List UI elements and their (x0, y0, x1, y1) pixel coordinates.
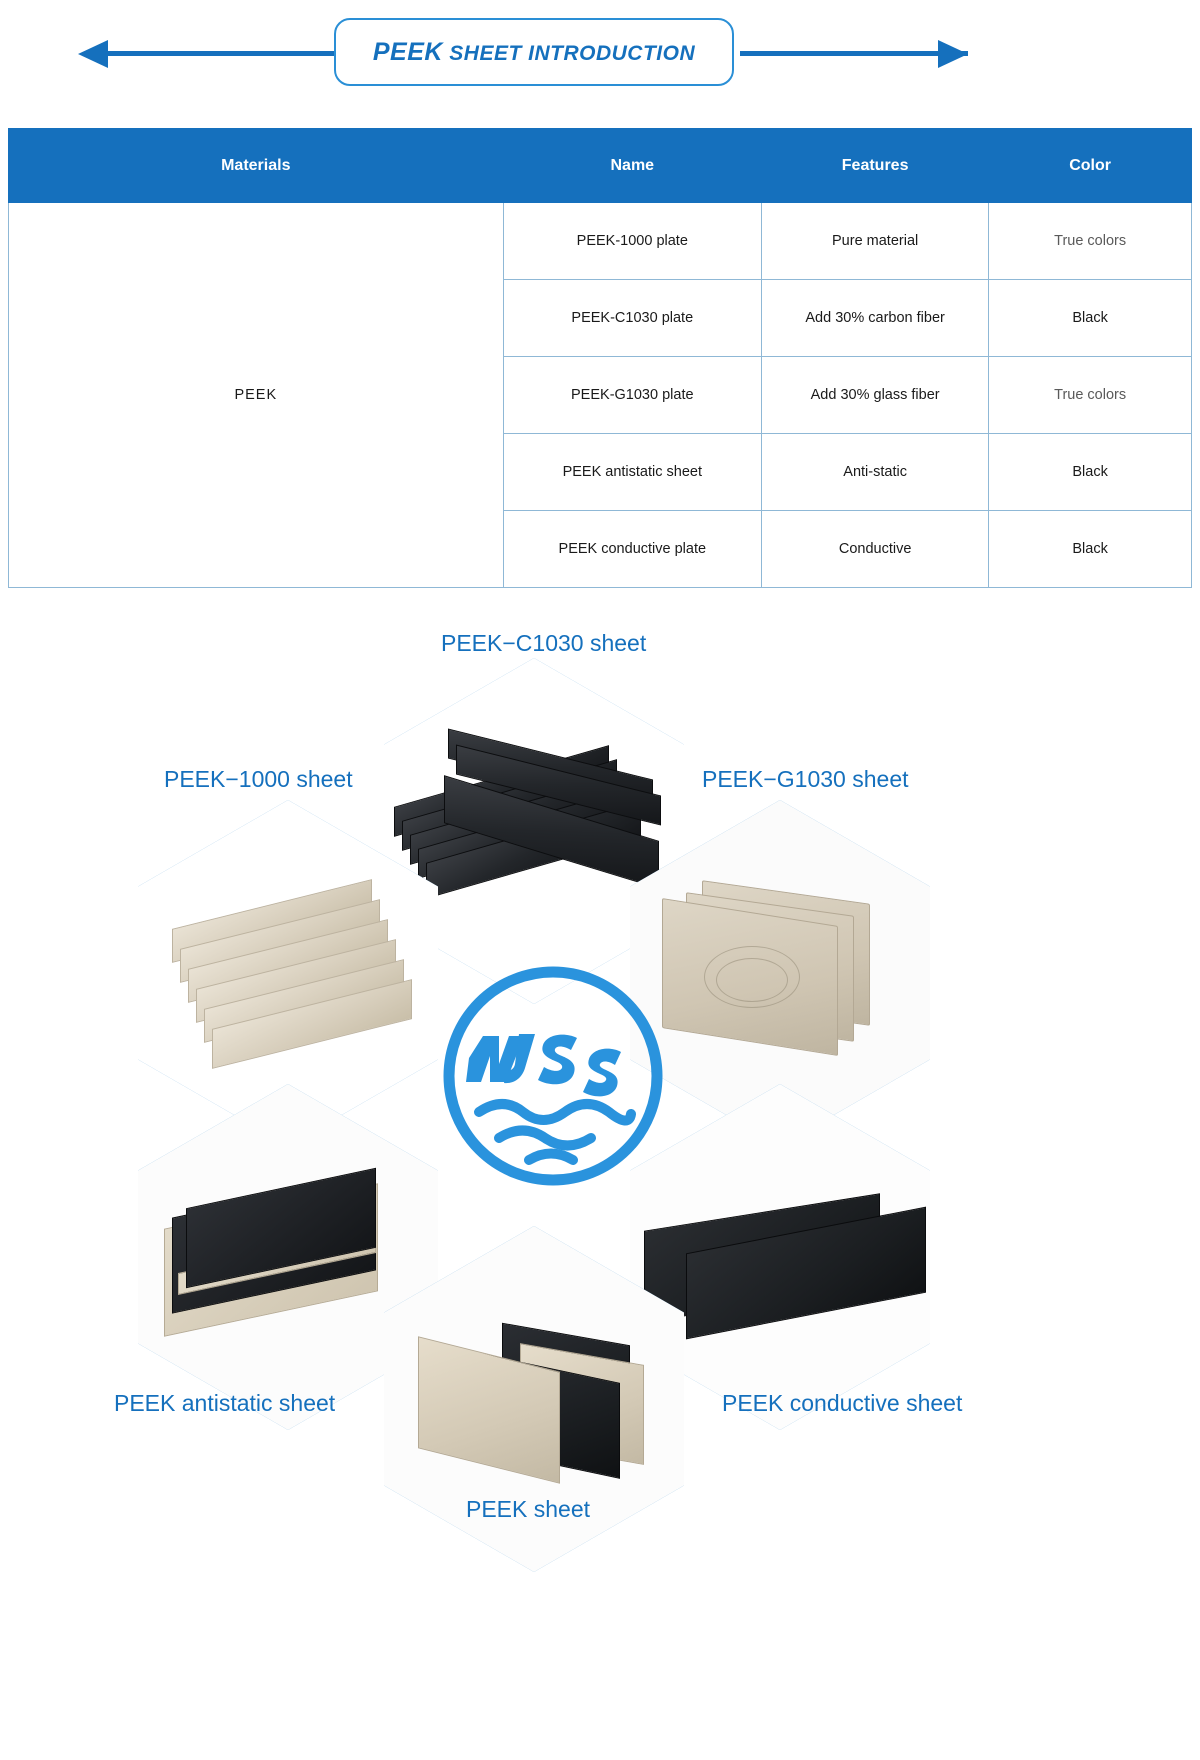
column-header-materials: Materials (9, 129, 504, 203)
hex-gallery (0, 600, 1200, 1760)
column-header-color: Color (989, 129, 1192, 203)
njss-logo (437, 960, 669, 1192)
hex-label-peek-antistatic: PEEK antistatic sheet (114, 1390, 336, 1416)
cell-color: True colors (989, 203, 1192, 280)
cell-name: PEEK conductive plate (503, 511, 761, 588)
arrow-right-line (740, 51, 968, 56)
column-header-name: Name (503, 129, 761, 203)
hex-label-peek-conductive: PEEK conductive sheet (722, 1390, 963, 1416)
cell-features: Add 30% carbon fiber (762, 280, 989, 357)
hex-label-peek-c1030: PEEK−C1030 sheet (441, 630, 647, 656)
cell-color: Black (989, 280, 1192, 357)
hex-label-peek-g1030: PEEK−G1030 sheet (702, 766, 909, 792)
cell-features: Add 30% glass fiber (762, 357, 989, 434)
column-header-features: Features (762, 129, 989, 203)
cell-name: PEEK-C1030 plate (503, 280, 761, 357)
spec-table (8, 128, 1192, 588)
cell-name: PEEK antistatic sheet (503, 434, 761, 511)
cell-material-peek: PEEK (9, 203, 504, 588)
title-banner (0, 0, 1200, 104)
arrow-right-icon (938, 40, 968, 68)
table-row (9, 203, 1192, 280)
spec-table-wrapper (8, 128, 1192, 588)
hex-label-peek-1000: PEEK−1000 sheet (164, 766, 353, 792)
table-header-row (9, 129, 1192, 203)
cell-name: PEEK-1000 plate (503, 203, 761, 280)
cell-color: Black (989, 511, 1192, 588)
title-box (334, 18, 734, 86)
cell-name: PEEK-G1030 plate (503, 357, 761, 434)
page-title: PEEK SHEET INTRODUCTION (372, 37, 696, 66)
cell-color: Black (989, 434, 1192, 511)
arrow-left-line (96, 51, 352, 56)
cell-color: True colors (989, 357, 1192, 434)
cell-features: Anti-static (762, 434, 989, 511)
hex-label-peek-sheet: PEEK sheet (466, 1496, 591, 1522)
cell-features: Conductive (762, 511, 989, 588)
cell-features: Pure material (762, 203, 989, 280)
